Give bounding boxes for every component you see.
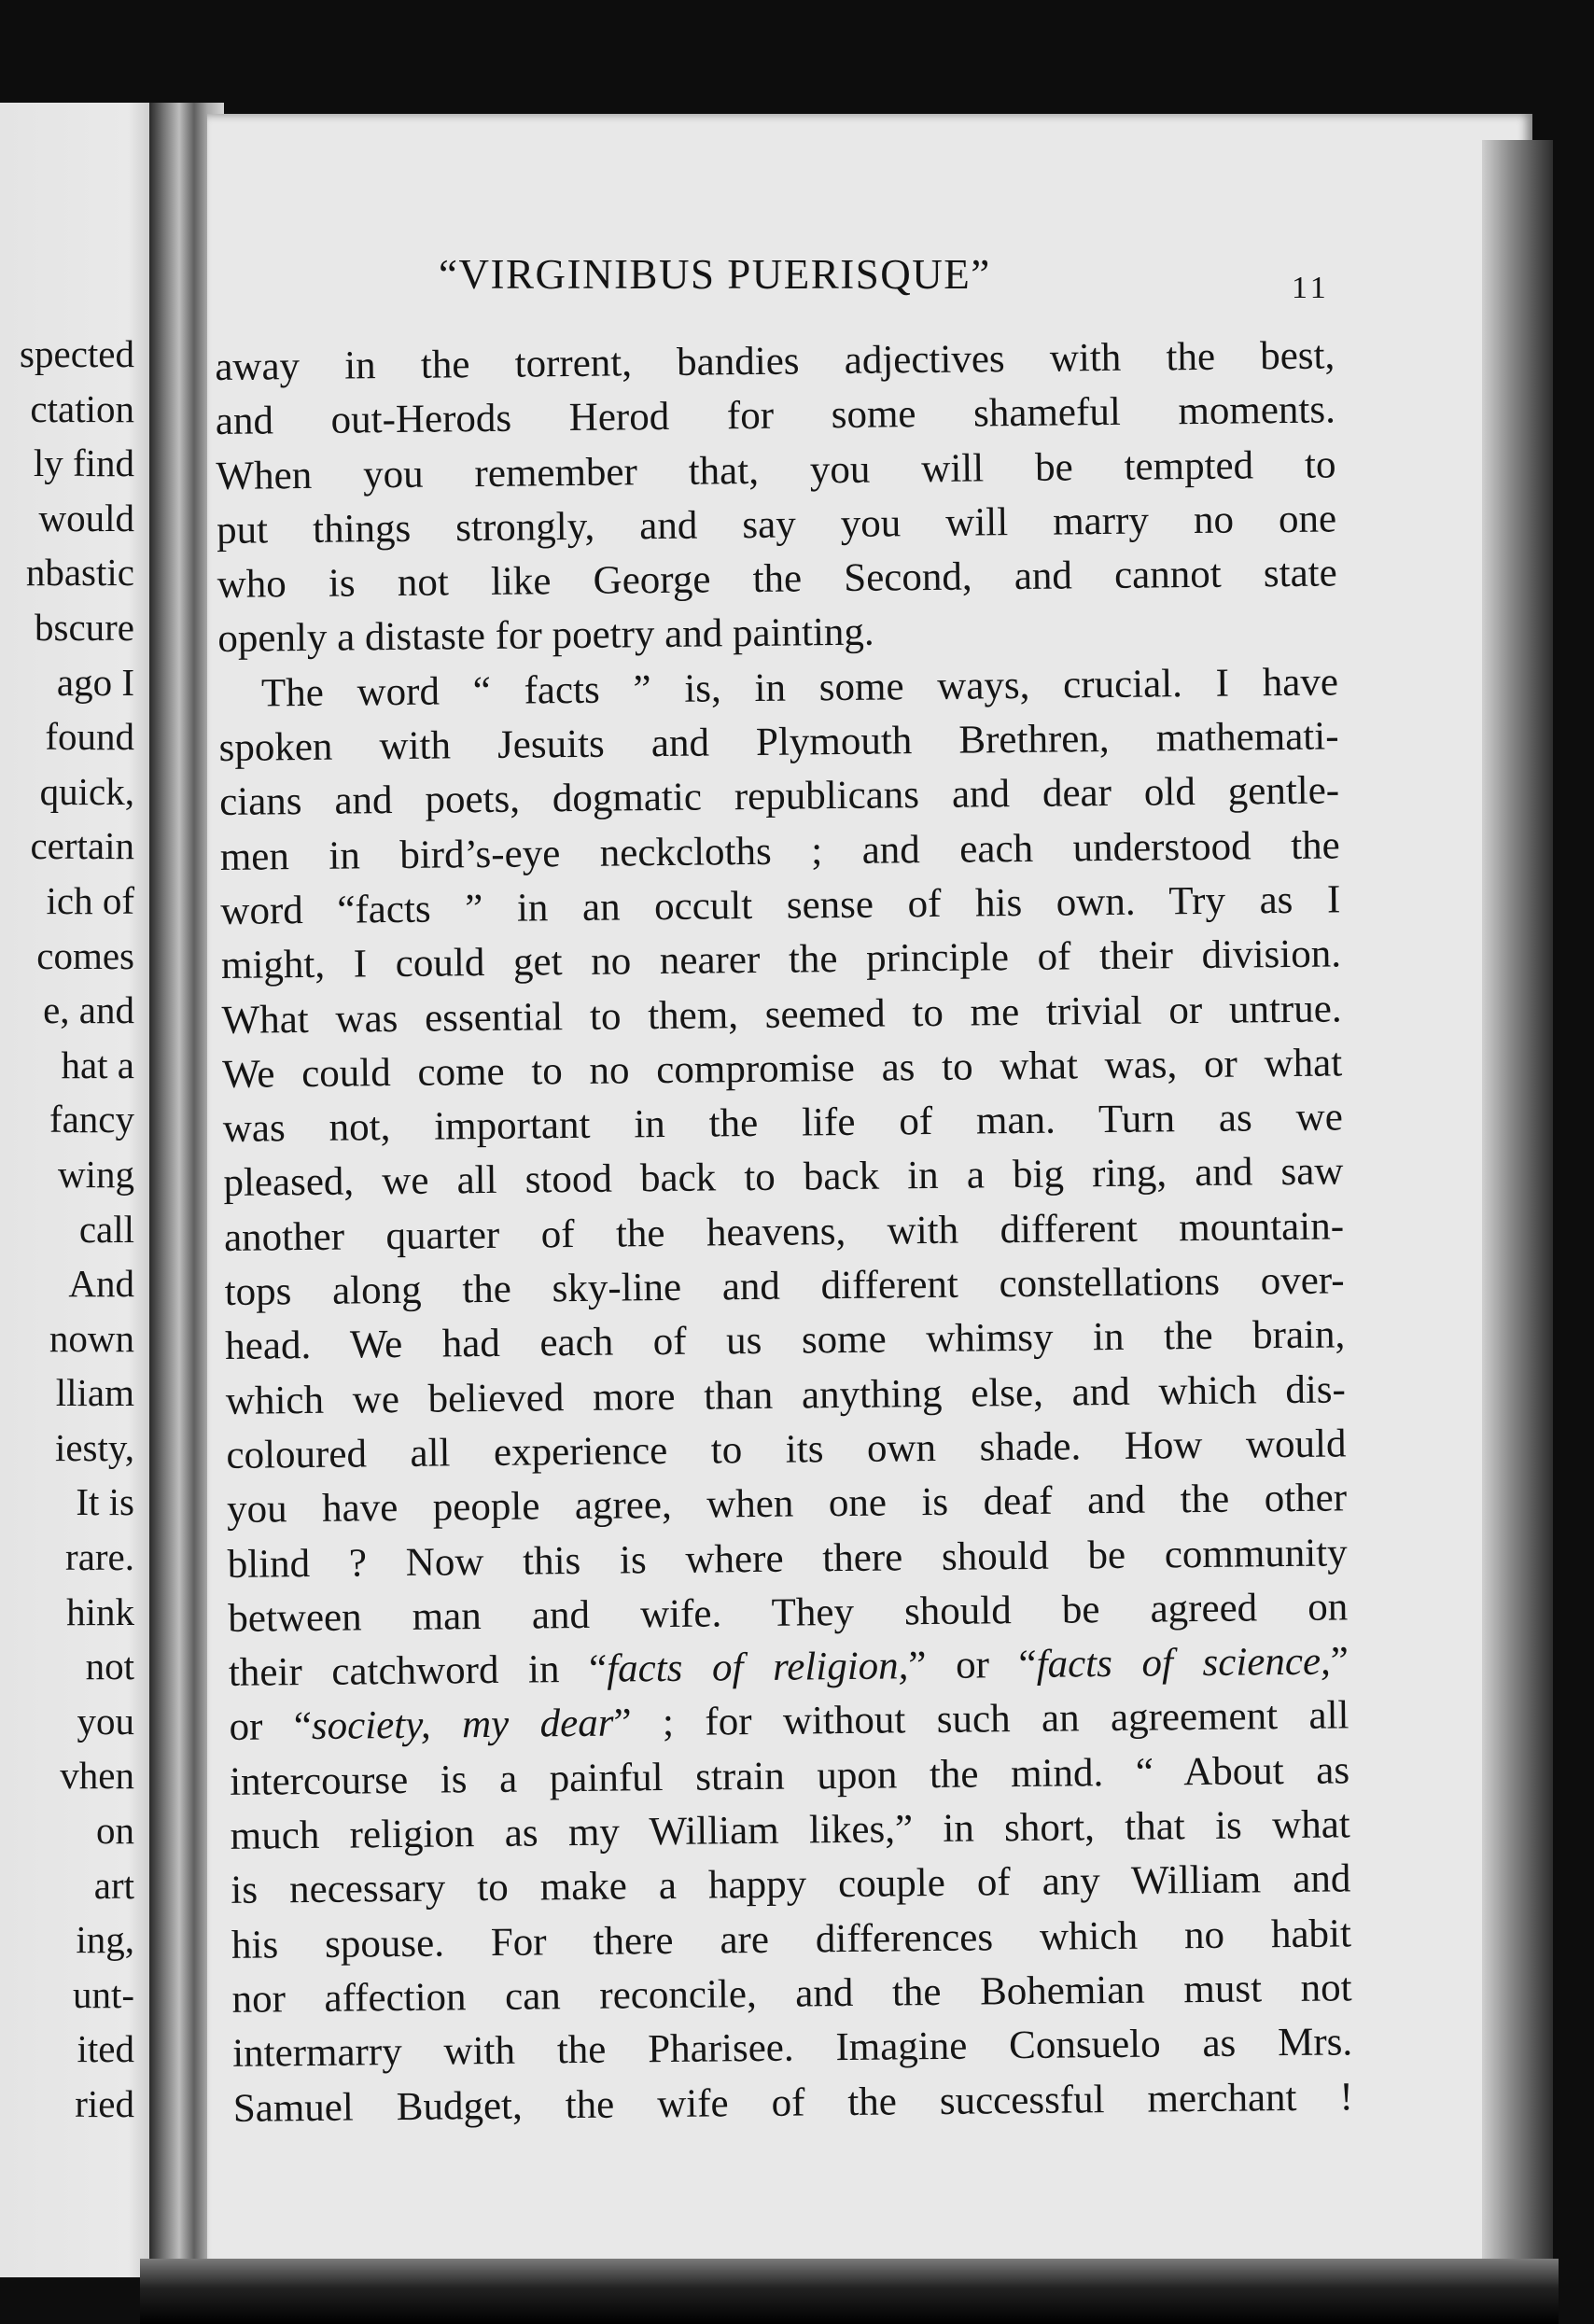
page-number: 11 <box>1292 271 1330 305</box>
page-bottom-shadow <box>140 2259 1559 2324</box>
left-page-line: ited <box>77 2027 134 2071</box>
page-edge-shadow <box>1482 140 1553 2277</box>
text-line: cians and poets, dogmatic republicans and dear old gentle- <box>218 768 1340 825</box>
left-page-line: ly find <box>33 441 134 485</box>
text-line: which we believed more than anything else, and which dis- <box>225 1367 1347 1423</box>
text-run: ” ; for without such an agreement all <box>613 1693 1349 1746</box>
text-run: ” <box>1330 1639 1349 1684</box>
left-page-line: ctation <box>30 386 134 430</box>
text-line: another quarter of the heavens, with different mountain- <box>223 1204 1345 1260</box>
running-head: “VIRGINIBUS PUERISQUE” <box>439 251 991 298</box>
text-line: head. We had each of us some whimsy in the brain, <box>225 1312 1346 1369</box>
left-page-line: nbastic <box>25 551 134 595</box>
left-page-line: ich of <box>46 878 134 922</box>
text-run: ” or “ <box>908 1642 1037 1688</box>
text-run: or “ <box>229 1704 313 1750</box>
left-page-line: bscure <box>34 605 134 649</box>
text-line: word “facts ” in an occult sense of his own. Try as I <box>220 877 1341 933</box>
italic-text-run: facts of science, <box>1036 1639 1332 1687</box>
left-page-line: fancy <box>49 1098 134 1141</box>
text-line: tops along the sky-line and different constellations over- <box>224 1258 1345 1314</box>
text-line: Samuel Budget, the wife of the successful merchant ! <box>232 2074 1354 2131</box>
italic-text-run: society, my dear <box>311 1701 614 1749</box>
left-page-line: nown <box>49 1316 134 1360</box>
left-page-line: iesty, <box>54 1425 134 1469</box>
left-page-line: ried <box>75 2082 134 2125</box>
left-page-line: It is <box>76 1480 134 1524</box>
left-page-line: not <box>85 1645 134 1688</box>
left-page-line: spected <box>20 332 134 375</box>
left-page-line: call <box>78 1207 134 1251</box>
left-page-line: hink <box>66 1589 134 1633</box>
text-line: When you remember that, you will be tempted to <box>216 442 1336 498</box>
text-line: pleased, we all stood back to back in a big ring, and saw <box>223 1149 1344 1206</box>
left-page-line: wing <box>58 1152 134 1196</box>
text-line: What was essential to them, seemed to me trivial or untrue. <box>221 986 1342 1043</box>
left-page-line: ing, <box>76 1918 134 1962</box>
text-line: between man and wife. They should be agreed on <box>228 1585 1349 1641</box>
text-line: his spouse. For there are differences which no habit <box>231 1911 1352 1967</box>
left-page-line: lliam <box>55 1371 134 1415</box>
text-line: We could come to no compromise as to what was, or what <box>221 1041 1343 1097</box>
text-line: away in the torrent, bandies adjectives with the best, <box>215 333 1335 389</box>
text-line: spoken with Jesuits and Plymouth Brethren, mathemati- <box>218 714 1339 771</box>
text-line: nor affection can reconcile, and the Bohemian must not <box>231 1966 1352 2022</box>
left-page-line: certain <box>30 824 134 868</box>
left-page-line: unt- <box>72 1972 134 2016</box>
left-page-line: e, and <box>43 988 134 1032</box>
text-line: you have people agree, when one is deaf and the other <box>226 1476 1348 1533</box>
left-page-line: rare. <box>65 1535 134 1579</box>
text-line: intermarry with the Pharisee. Imagine Consuelo as Mrs. <box>231 2020 1353 2077</box>
page-body-text <box>215 329 1353 2135</box>
text-line: was not, important in the life of man. Turn as we <box>222 1095 1344 1152</box>
text-line: blind ? Now this is where there should be community <box>227 1530 1348 1587</box>
text-line: put things strongly, and say you will marry no one <box>216 497 1337 553</box>
text-line: much religion as my William likes,” in short, that is what <box>230 1802 1350 1858</box>
text-line: and out-Herods Herod for some shameful moments. <box>215 387 1336 444</box>
left-page-line: art <box>93 1863 134 1907</box>
italic-text-run: facts of religion, <box>606 1644 909 1691</box>
left-page-line: on <box>96 1809 134 1853</box>
left-page-line: ago I <box>56 660 134 704</box>
left-page-line: vhen <box>60 1754 134 1798</box>
left-page-line: found <box>45 715 134 759</box>
text-line: intercourse is a painful strain upon the mind. “ About as <box>229 1748 1350 1804</box>
left-page-line: comes <box>36 933 134 977</box>
left-page-line: you <box>77 1699 134 1743</box>
text-line: openly a distaste for poetry and painting. <box>217 610 874 662</box>
text-line: coloured all experience to its own shade. How would <box>226 1421 1347 1477</box>
left-page-text-column <box>0 327 134 2132</box>
left-page-line: quick, <box>39 769 134 813</box>
text-line: The word “ facts ” is, in some ways, crucial. I have <box>260 660 1339 716</box>
text-line: who is not like George the Second, and cannot state <box>217 551 1337 608</box>
left-page-line: And <box>68 1262 134 1306</box>
left-page-line: hat a <box>61 1043 134 1086</box>
text-run: their catchword in “ <box>228 1646 608 1696</box>
left-page-line: would <box>38 496 134 539</box>
text-line: men in bird’s-eye neckcloths ; and each understood the <box>219 823 1340 879</box>
text-line: is necessary to make a happy couple of any William and <box>231 1856 1351 1913</box>
text-line: might, I could get no nearer the principle of their division. <box>220 931 1342 988</box>
